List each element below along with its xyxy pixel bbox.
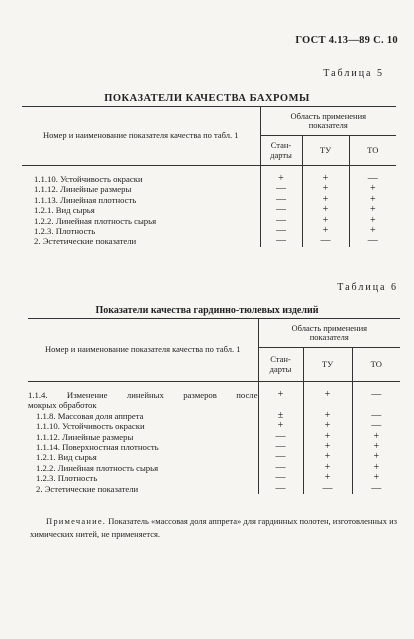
table-row <box>28 432 400 442</box>
cell-standards: — <box>258 463 303 473</box>
table-row <box>22 184 396 194</box>
cell-to: — <box>349 236 396 246</box>
cell-tu: + <box>303 411 352 421</box>
row-name: 1.1.10. Устойчивость окраски <box>34 174 143 184</box>
cell-to: + <box>349 226 396 236</box>
row-name: 1.1.8. Массовая доля аппрета <box>36 410 144 421</box>
cell-tu: + <box>303 442 352 452</box>
cell-to: + <box>352 452 400 462</box>
cell-standards: — <box>258 442 303 452</box>
cell-standards: ± <box>258 411 303 421</box>
cell-tu: + <box>303 432 352 442</box>
cell-standards: — <box>260 236 302 246</box>
note-text: Показатель «массовая доля аппрета» для гардинных полотен, изготовленных из химических нитей, не применяется. <box>30 516 397 539</box>
cell-to: + <box>349 195 396 205</box>
table5-col-area: Область применения показателя <box>260 107 396 136</box>
cell-standards: + <box>258 421 303 431</box>
table-row <box>28 463 400 473</box>
cell-tu: + <box>303 463 352 473</box>
table5 <box>22 106 396 247</box>
cell-standards: — <box>260 195 302 205</box>
table5-col-stand: Стан-дарты <box>260 136 302 166</box>
cell-tu: + <box>303 473 352 483</box>
cell-to: + <box>352 442 400 452</box>
row-name: 1.1.13. Линейная плотность <box>34 194 137 205</box>
table5-label: Таблица 5 <box>323 68 384 79</box>
table5-col-indicator: Номер и наименование показателя качества по табл. 1 <box>22 107 260 166</box>
table6-col-tu: ТУ <box>303 348 352 382</box>
table-row <box>22 205 396 215</box>
cell-tu: + <box>302 226 349 236</box>
row-name: 1.2.3. Плотность <box>34 226 96 237</box>
cell-tu: + <box>302 205 349 215</box>
row-name: 1.2.2. Линейная плотность сырья <box>34 215 157 226</box>
row-name: 1.1.10. Устойчивость окраски <box>36 421 145 432</box>
row-name: 2. Эстетические показатели <box>36 483 139 494</box>
table-row <box>28 452 400 462</box>
cell-standards: + <box>258 390 303 400</box>
table6-col-stand: Стан-дарты <box>258 348 303 382</box>
row-name: 2. Эстетические показатели <box>34 236 137 247</box>
cell-standards: + <box>260 174 302 184</box>
cell-to: + <box>352 463 400 473</box>
cell-tu: — <box>303 484 352 494</box>
table6-col-indicator: Номер и наименование показателя качества по табл. 1 <box>28 319 258 382</box>
table-row <box>22 226 396 236</box>
table-row <box>22 195 396 205</box>
row-name: 1.1.4. Изменение линейных размеров после <box>28 390 258 400</box>
table-row <box>28 484 400 494</box>
table-row <box>28 390 400 400</box>
table-row <box>28 411 400 421</box>
cell-standards: — <box>260 226 302 236</box>
table5-col-to: ТО <box>349 136 396 166</box>
table-row <box>22 216 396 226</box>
cell-tu: + <box>302 174 349 184</box>
table6-title: Показатели качества гардинно-тюлевых изделий <box>95 305 319 316</box>
cell-tu: + <box>302 195 349 205</box>
cell-tu: + <box>303 452 352 462</box>
cell-to: — <box>352 411 400 421</box>
table-row <box>22 236 396 246</box>
cell-to: — <box>352 484 400 494</box>
cell-to: + <box>352 473 400 483</box>
note <box>30 515 398 540</box>
row-name-cont: мокрых обработок <box>28 400 97 411</box>
table-row <box>28 473 400 483</box>
note-lead: Примечание. <box>46 516 107 526</box>
table-row <box>28 400 400 410</box>
cell-to: + <box>352 432 400 442</box>
cell-tu: + <box>303 421 352 431</box>
row-name: 1.2.3. Плотность <box>36 473 98 484</box>
row-name: 1.2.1. Вид сырья <box>34 205 95 216</box>
cell-standards: — <box>258 484 303 494</box>
cell-to: — <box>352 390 400 400</box>
table5-col-tu: ТУ <box>302 136 349 166</box>
cell-tu: + <box>302 184 349 194</box>
table5-title: ПОКАЗАТЕЛИ КАЧЕСТВА БАХРОМЫ <box>104 93 310 104</box>
cell-standards: — <box>258 432 303 442</box>
cell-to: + <box>349 184 396 194</box>
row-name: 1.1.14. Поверхностная плотность <box>36 442 159 453</box>
row-name: 1.1.12. Линейные размеры <box>36 431 134 442</box>
cell-to: + <box>349 205 396 215</box>
table6 <box>28 318 400 494</box>
cell-tu: + <box>303 390 352 400</box>
cell-standards: — <box>260 216 302 226</box>
cell-tu: + <box>302 216 349 226</box>
table-row <box>28 421 400 431</box>
page-header: ГОСТ 4.13—89 С. 10 <box>295 35 398 46</box>
cell-standards: — <box>258 452 303 462</box>
row-name: 1.2.2. Линейная плотность сырья <box>36 462 159 473</box>
table6-col-to: ТО <box>352 348 400 382</box>
table-row <box>22 174 396 184</box>
table6-label: Таблица 6 <box>337 282 398 293</box>
row-name: 1.1.12. Линейные размеры <box>34 184 132 195</box>
cell-to: — <box>352 421 400 431</box>
row-name: 1.2.1. Вид сырья <box>36 452 97 463</box>
table6-col-area: Область применения показателя <box>258 319 400 348</box>
cell-tu: — <box>302 236 349 246</box>
cell-standards: — <box>260 205 302 215</box>
cell-to: — <box>349 174 396 184</box>
cell-standards: — <box>258 473 303 483</box>
cell-standards: — <box>260 184 302 194</box>
table-row <box>28 442 400 452</box>
cell-to: + <box>349 216 396 226</box>
